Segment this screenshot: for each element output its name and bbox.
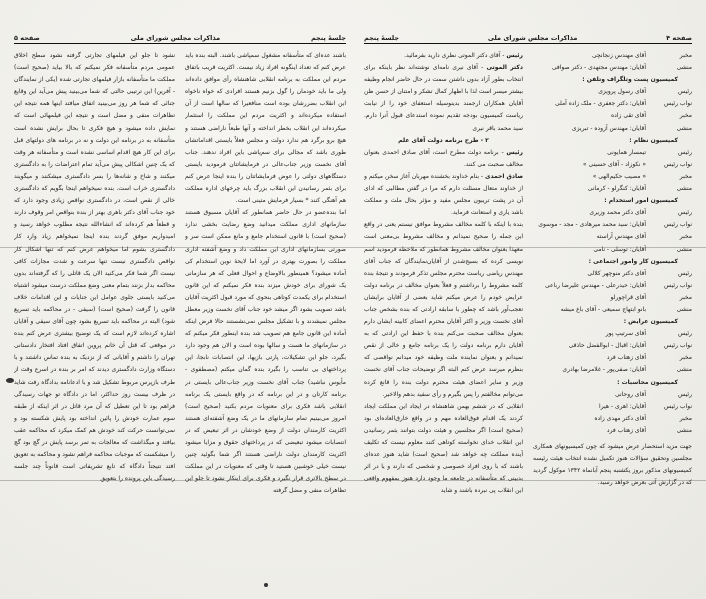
speech-paragraph: رئیس - آقای دکتر الموتی نظری دارید بفرمائید. <box>404 52 523 59</box>
roster-role: مخبر <box>679 172 692 180</box>
speech-text: آقای نیری نامه‌ای نوشته‌اند نظر باینکه برای انتخاب بطور آزاد بدون داشتن سمت در حال حاضر انجام وظیفه بیشتر میسر است لذا با اظهار کمال تشکر و امتنان از حسن ظن آقایان همکاران ارجمند بدینوسیله استعفای خود را از نیابت ریاست کمیسیون بودجه تقدیم نموده استدعای قبول آنرا دارم. سید محمد باقر نیری <box>364 64 523 132</box>
committee-heading: کمیسیون عرایض : <box>623 318 678 326</box>
page-header <box>14 30 346 44</box>
roster-name: آقای زهتاب فرد <box>606 426 646 434</box>
committee-heading: کمیسیون پست وتلگراف وتلفن : <box>582 76 678 84</box>
roster-role: مخبر <box>679 233 692 241</box>
committee-heading: کمیسیون امور استخدام : <box>604 197 678 205</box>
roster-row <box>533 207 692 219</box>
roster-role: منشی <box>676 245 692 253</box>
roster-row <box>533 219 692 231</box>
roster-row <box>533 280 692 292</box>
speech-text: بنده با اینکه با کلمه مخالف مشروط موافق نیستم یعنی در واقع این جمله را صحیح نمیدانم و مخالف مشروط بی‌معنی است معهذا بعنوان مخالف مشروط همانطور که ملاحظه فرمودید اسم نویسی کرده که بسیج‌شدن از آقایان‌نمایندگان که جناب آقای مهندس ریاضی ریاست محترم مجلس تذکر فرمودند و نتیجهٔ بنده کلمه مشروط را برداشتم و فعلاً بعنوان مخالف در برنامه دولت عرایض خودم را عرض میکنم شاید بعضی از آقایان برایشان تعجب‌آور باشد که چطور با سابقه ارادتی که بنده بشخص جناب آقای نخست وزیر و اکثر آقایان محترم اعضای کابینه ایشان دارم بعنوان مخالف صحبت می‌کنم بنده با حفظ این ارادتی که به آقایان دارم برنامه دولت را یک برنامه جامع و خالی از نقص نمیدانم و بعنوان نماینده ملت وظیفه خود میدانم نواقصی که بنظرم میرسد عرض کنم البته اگر توضیحات جناب آقای نخست وزیر و سایر اعضای هیئت محترم دولت بنده را قانع کرده می‌توانم مخالفتم را پس بگیرم و رأی سفید بدهم والاخیر. <box>364 221 523 398</box>
roster-role: رئیس <box>677 269 692 277</box>
roster-row <box>533 50 692 62</box>
roster-row <box>533 147 692 159</box>
roster-row <box>533 123 692 135</box>
roster-name: آقای قراچورلو <box>610 293 646 301</box>
scan-line <box>0 247 706 248</box>
column-right <box>185 50 346 589</box>
roster-name: آقای مهندس زنجانچی <box>592 52 646 59</box>
roster-row <box>533 352 692 364</box>
speaker-name: دکتر الموتی <box>486 64 523 72</box>
roster-row <box>533 110 692 122</box>
publication-title: مذاکرات مجلس شورای ملی <box>130 34 221 42</box>
roster-name: آقایان: دکتر جعفری - ملک زاده آملی <box>554 100 646 108</box>
roster-row <box>533 292 692 304</box>
roster-name: آقای دکتر منوچهر کلالی <box>587 269 646 277</box>
session-label: جلسهٔ پنجم <box>364 34 400 42</box>
text-columns <box>14 50 346 589</box>
roster-row <box>533 425 692 437</box>
committee-roster-column <box>533 50 692 589</box>
paragraph: اما بنده‌عضو در حال حاضر همانطور که آقایان مسبوق هستند سازمانهای اداری مملکت میدانید وضع رضایت بخشی ندارد (صحیح است) با قانون استخدام جامع و مانع ممکن است سر و صورتی بسازمانهای اداری این مملکت داد و وضع آشفته اداری مملکت را بصورت بهتری در آورد اما لایحهٔ نوین استخدام کی آماده میشود؟ همینطور بالاوضاع و احوال فعلی که هر سازمانی یک شورای برای خودش میزند بنده فکر نمیکنم که این قانون استخدام برای یکمدت کوتاهی بنحوی که مورد قبول اکثریت آقایان باشد تصویب بشود اگر میشد خود جناب آقای نخست وزیر معطل مجلس نمیشدند و با تشکیل مجلس نمی‌نشستند حالا فرض اینکه آماده این قانون جامع هم تصویب شد بنده اینطور فکر میکنم که در سازمانهای ما هست و سالها بوده است و الان هم وجود دارد بگیرد، جلو این تشکیلات، پارتی بازیها، این انتصابات نابجا، این پرداختهای بی تناسب را بگیرد بنده گمان میکنم (مصطفوی - مأیوس نباشید) جناب آقای نخست وزیر جناب‌عالی بایستی در برنامه کارتان و در این برنامه که در واقع بایستی یک برنامه انقلابی باشد فکری برای معنویات مردم بکنید (صحیح است) امروز می‌بینیم تمام سازمانهای ما در یک وضع آشفته‌ای هستند اکثریت کارمندان دولت از وضع خودشان در اثر تبعیض که در انتصابات میشود تبعیضی که در پرداختهای حقوق و مزایا میشود اکثریت کارمندان دولت ناراضی هستند اگر شما بگوئید چنین نیست خیلی خوشبین هستید تا وقتی که معنویات در این مملکت در سطح بالاتری قرار نگیرد و فکری برای اینکار نشود تا جلو این تظاهرات منفی و مضل گرفته <box>185 209 346 495</box>
roster-row <box>533 304 692 316</box>
roster-role: رئیس <box>677 88 692 96</box>
roster-row <box>533 183 692 195</box>
roster-row <box>533 244 692 256</box>
roster-role: منشی <box>676 185 692 193</box>
closing-note: جهت مزید استحضار عرض میشود که چون کمیسیونهای همکاری مجلسین وتحقیق سؤالات هنوز تکمیل نشده انتخاب هیئت رئیسه کمیسیونهای مذکور بروز یکشنبه پنجم آبانماه ۱۳۴۲ موکول گردید که در گزارش آتی بعرض خواهد رسید. <box>533 443 692 487</box>
roster-row <box>533 98 692 110</box>
roster-name: آقای رسول پرویزی <box>598 88 646 96</box>
text-columns <box>364 50 692 589</box>
roster-row <box>533 340 692 352</box>
roster-name: « مصیب حکیم‌الهی » <box>592 172 646 180</box>
roster-role: نواب رئیس <box>663 221 692 229</box>
roster-name: آقای سرتیپ پور <box>605 330 646 338</box>
roster-row <box>533 86 692 98</box>
speech-text: انقلابی که در ششم بهمن شاهنشاه در ایجاد این مملکت ایجاد کردند یک اقدام فوق‌العاده مهم و در واقع خارق‌العاده‌ای بود (صحیح است) اگر مجلسین و هیئت دولت بتوانند بثمر رسانیدن این انقلاب خدای نخواسته کوتاهی کنند معلوم نیست که تکلیف آینده مملکت چه خواهد شد (صحیح است) شاید هنوز عده‌ای باشند که با روی افراد خصوصی و شخصی که دارند و یا در اثر بدبینی که متأسفانه در جامعه ما وجود دارد هنوز بمفهوم واقعی این انقلاب پی نبرده باشند و شاید <box>364 402 523 495</box>
speech-text: بنام خداوند بخشنده مهربان آغاز سخن میکنم و از خداوند متعال مسئلت دارم که مرا در گفتن مطالبی که ادای آن در پشت تریبون مجلس مفید و مؤثر بحال ملت و مملکت باشد یاری و استعانت فرماید. <box>364 172 523 217</box>
roster-name: بانو ابتهاج سمیعی - آقای باغ میشه <box>560 305 646 313</box>
speech-text: برنامه دولت مطرح است، آقای صادق احمدی بعنوان مخالف صحبت می کنند. <box>364 148 523 168</box>
speaker-name: رئیس <box>506 52 523 59</box>
column-left <box>14 50 175 589</box>
paragraph: نشود تا جلو این فیلمهای تجارتی گرفته نشود سطح اخلاق عمومی مردم متأسفانه فکر نمیکنم که بالا بیاید (صحیح است) مملکت ما متأسفانه بازار فیلمهای تجارتی شده (یکی از نمایندگان - آفرین) این ترتیبی حالتی که شما می‌بینید پیش می‌آید این وقایع جنائی که شما هر روز می‌بینید اتفاق میافتد اینها همه نتیجه این تظاهرات منفی و مضل است و نتیجه این فیلمهائی است که نمایش داده میشود و هیچ فکری تا بحال برایش نشده است متأسفانه به در برنامه این دولت و نه در برنامه های دولتهای قبل برای این کار هیچ اقدام اساسی نشده است و متأسفانه هر وقت که یک چنین اشکالی پیش می‌آید تمام اعتراضات را به دادگستری میکنند و شاخ و شانه‌ها را بسر دادگستری میشکنند و میگویند دادگستری خراب است. بنده نمیخواهم اینجا بگویم که دادگستری خالی از نقص است، در دادگستری نواقص زیادی وجود دارد که خود جناب آقای دکتر باهری بهتر از بنده بنواقص امر وقوف دارند و قطعاً هم کرده‌اند که انشاءالله نتیجه مطلوب خواهد رسید و امیدواریم موفق گردند بنده اینجا نمیخواهم زیاد وارد کار دادگستری بشوم اما میخواهم عرض کنم که تنها اشکال کار نواقص دادگستری نیست تنها سرعت و شدت مجازات کافی نیست اگر شما فکر می‌کنید الان یک قاتلی را که گرفته‌اند بدون محاکمه بدار بزنند بتمام معنی وضع مملکت درست میشود اشتباه می‌کنید بایستی جلوی عوامل این جنایات و این اقدامات خلاف قانون را گرفت (صحیح است) (سیفی - در محاکمه باید تسریع شود) البته در محاکمه باید تسریع بشود چون آقای سیفی و آقایان اشاره کرده‌اند لازم است که یک توضیح بیشتری عرض کنم بنده در موقعی که قتل آن خانم پروین اتفاق افتاد افتخار دادستانی تهران را داشتم و آقایانی که از نزدیک به بنده تماس داشتند و با دستگاه وزارت دادگستری دیدند که امر بر بنده در اسرع وقت از طرف بازپرس مربوط تشکیل شد و با ادعانامه بدادگاه رفت شاید در ظرف بیست روز حداکثر، اما در دادگاه تو جهات رسیدگی فراهم بود تا این تعطیل که آن مرد قاتل در اثر اینکه از طبقه سوم عمارت خودش را پائین انداخته بود پایش شکسته بود و نمی‌توانست حرکت کند خودش هم کمک میکرد که محاکمه عقب بیافتد و میگذاشت که معالجات به تمر برسد پایش در گچ بود گچ را میشکست که موجبات محاکمه فراهم نشود و محاکمه به تعویق افتد نتیجتاً دادگاه که تابع تشریفاتی است قانوناً چند جلسه رسیدگی باین پرونده را بتعویق <box>14 52 175 483</box>
roster-name: تیمسار همایونی <box>607 148 646 156</box>
roster-row <box>533 401 692 413</box>
roster-role: منشی <box>676 366 692 374</box>
roster-role: منشی <box>676 305 692 313</box>
roster-role: مخبر <box>679 112 692 120</box>
roster-role: منشی <box>676 124 692 132</box>
committee-heading: کمیسیون نظام : <box>629 136 678 144</box>
page-number: صفحه ۵ <box>14 34 40 42</box>
roster-name: آقایان: کنگرلو - کرمانی <box>587 185 646 193</box>
roster-role: نواب رئیس <box>663 100 692 108</box>
speech-text: آقای دکتر الموتی نظری دارید بفرمائید. <box>404 52 501 59</box>
roster-role: نواب رئیس <box>663 342 692 350</box>
roster-role: نواب رئیس <box>663 281 692 289</box>
roster-role: نواب رئیس <box>663 160 692 168</box>
page-header <box>364 30 692 44</box>
roster-row <box>533 268 692 280</box>
roster-name: آقای مهندس آراسته <box>596 233 646 241</box>
roster-name: آقایان: اقبال - ابوالفضل حاذقی <box>568 342 646 350</box>
roster-row <box>533 389 692 401</box>
roster-name: آقایان: سید محمد میرهادی - مجد - موسوی <box>538 221 646 229</box>
roster-row <box>533 364 692 376</box>
paragraph: باشند عده‌ای که متأسفانه مشغول سمپاشی باشند. البته بنده باید عرض کنم که تعداد اینگونه افراد زیاد نیست. اکثریت قریب باتفاق مردم این مملکت به برنامه انقلابی شاهنشاه رأی موافق داده‌اند ولی ما باید خودمان را گول بزنیم هستند افرادی که خواه ناخواه این انقلاب بضررشان بوده است منافعیرا که سالها است از آن استفاده میکرده‌اند و اکثریت مردم این مملکت را استثمار میکرده‌اند این انقلاب بخطر انداخته و آنها طبعاً ناراضی هستند و هیچ برو برگرد هم ندارد دولت و مجلس فعلاً بایستی اقداماتشان طوری باشد که مجالی برای سم‌پاشی باین افراد ندهند. جناب آقای نخست وزیر جناب‌عالی در فرمایشاتتان فرمودید بایستی دستگاههای دولتی را عوض فرمایشاتتان را بنده اینجا عرض کنم برای بثمر رسانیدن این انقلاب بزرگ باید چرخهای اداره مملکت هم آهنگی کنند * بسیار فرمایش متینی است. <box>185 52 346 205</box>
roster-row <box>533 413 692 425</box>
roster-name: آقایان: مهندس آزوده - تبریزی <box>571 124 646 132</box>
scan-line <box>0 480 706 481</box>
speaker-name: صادق احمدی <box>485 172 523 180</box>
committee-heading: کمیسیون محاسبات : <box>617 378 678 386</box>
session-label: جلسهٔ پنجم <box>310 34 346 42</box>
roster-role: منشی <box>676 426 692 434</box>
roster-name: آقایان: حیدرعلی - مهندس علیرضا رباعی <box>545 281 646 289</box>
roster-role: مخبر <box>679 354 692 362</box>
roster-role: مخبر <box>679 293 692 301</box>
roster-role: رئیس <box>677 330 692 338</box>
roster-row <box>533 231 692 243</box>
roster-name: آقای دکتر محمد وزیری <box>589 209 646 217</box>
speech-column <box>364 50 523 589</box>
roster-name: آقای زهتاب فرد <box>606 354 646 362</box>
speaker-name: رئیس <box>506 148 523 156</box>
roster-row <box>533 159 692 171</box>
roster-role: مخبر <box>679 52 692 59</box>
roster-role: رئیس <box>677 390 692 398</box>
roster-name: آقایان: اهری - هیرا <box>599 402 646 410</box>
roster-role: منشی <box>676 64 692 72</box>
page-4 <box>356 0 706 599</box>
ink-mark <box>6 378 14 383</box>
section-heading: ۲ - طرح برنامه دولت آقای علم <box>398 136 489 144</box>
roster-row <box>533 328 692 340</box>
roster-row <box>533 171 692 183</box>
committee-heading: کمیسیون کار وامور اجتماعی : <box>588 257 678 265</box>
roster-name: آقایان: توسلی - نامی <box>593 245 646 253</box>
speech-paragraph: صادق احمدی - بنام خداوند بخشنده مهربان آغاز سخن میکنم و از خداوند متعال مسئلت دارم که مرا در گفتن مطالبی که ادای آن در پشت تریبون مجلس مفید و مؤثر بحال ملت و مملکت باشد یاری و استعانت فرماید. <box>364 172 523 217</box>
roster-role: مخبر <box>679 414 692 422</box>
publication-title: مذاکرات مجلس شورای ملی <box>487 34 578 42</box>
roster-name: آقای دکتر مهدی زاده <box>594 414 646 422</box>
speech-paragraph: دکتر الموتی - آقای نیری نامه‌ای نوشته‌اند نظر باینکه برای انتخاب بطور آزاد بدون داشتن سمت در حال حاضر انجام وظیفه بیشتر میسر است لذا با اظهار کمال تشکر و امتنان از حسن ظن آقایان همکاران ارجمند بدینوسیله استعفای خود را از نیابت ریاست کمیسیون بودجه تقدیم نموده استدعای قبول آنرا دارم. سید محمد باقر نیری <box>364 64 523 132</box>
roster-name: آقای روحانی <box>615 390 646 398</box>
roster-row <box>533 62 692 74</box>
roster-name: آقایان: مهندس مجتهدی - دکتر صوافی <box>551 64 646 72</box>
speech-paragraph: رئیس - برنامه دولت مطرح است، آقای صادق احمدی بعنوان مخالف صحبت می کنند. <box>364 148 523 168</box>
roster-role: رئیس <box>677 148 692 156</box>
page-number: صفحه ۴ <box>666 34 692 42</box>
speech-paragraph <box>364 401 523 498</box>
roster-name: « نکوزاد - آقای حسینی » <box>582 160 646 168</box>
roster-role: نواب رئیس <box>663 402 692 410</box>
ink-mark <box>264 583 268 587</box>
roster-name: آقای تقی زاده <box>611 112 646 120</box>
roster-role: رئیس <box>677 209 692 217</box>
roster-name: آقایان: صفی‌پور - غلامرضا بهادری <box>562 366 646 374</box>
